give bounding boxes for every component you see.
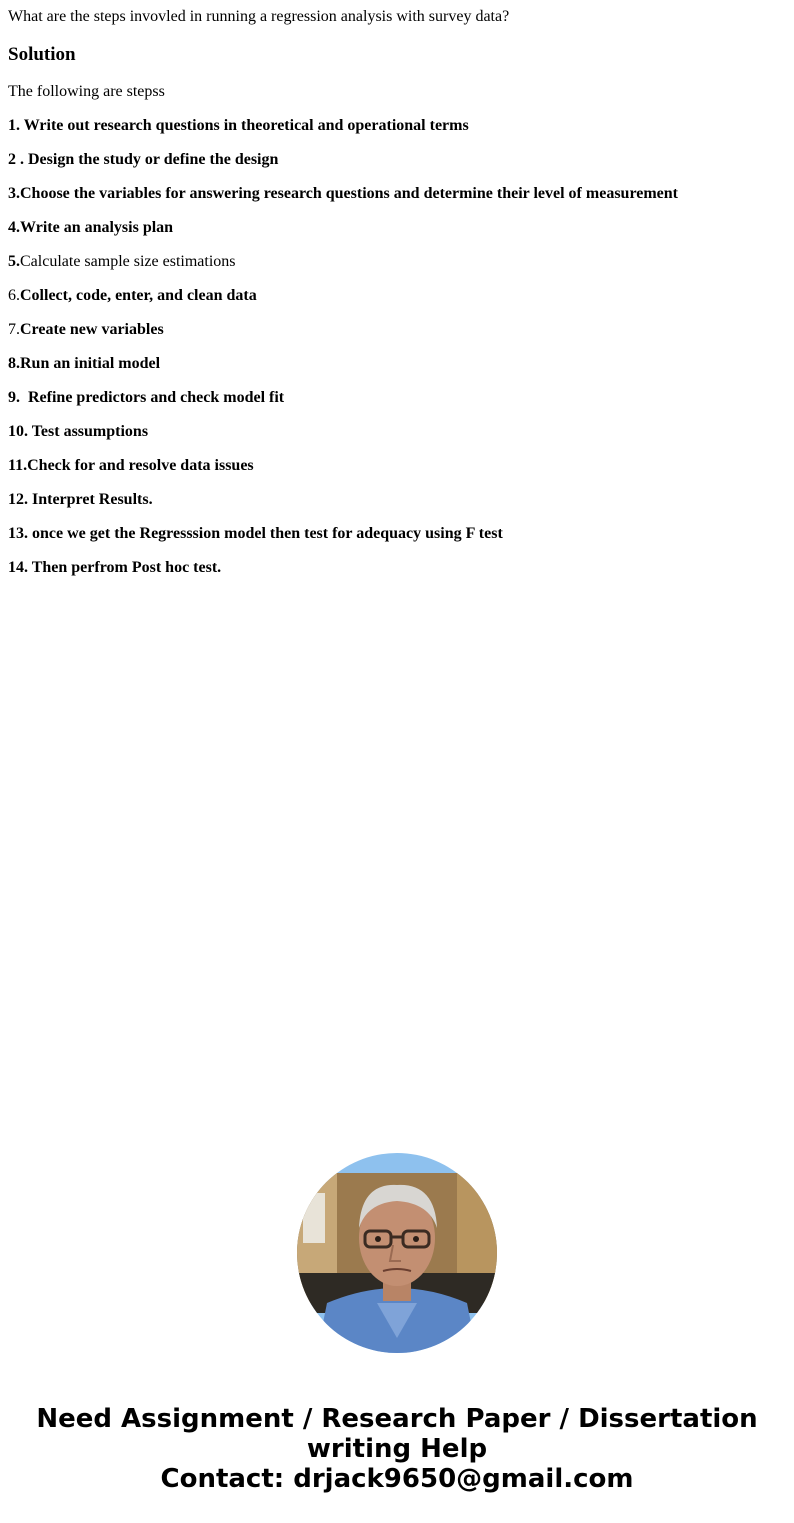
step-item — [8, 286, 786, 305]
step-number: 11. — [8, 457, 28, 474]
step-item — [8, 116, 786, 135]
step-number: 7. — [8, 321, 20, 338]
step-number: 12. — [8, 491, 28, 508]
step-item — [8, 490, 786, 509]
step-item — [8, 354, 786, 373]
step-item — [8, 184, 786, 203]
step-text: Create new variables — [20, 321, 164, 338]
step-text: Test assumptions — [28, 423, 149, 440]
intro-text: The following are stepss — [8, 83, 165, 100]
step-text: Check for and resolve data issues — [27, 457, 254, 474]
step-text: Calculate sample size estimations — [20, 253, 236, 270]
step-text: Interpret Results. — [28, 491, 153, 508]
step-item — [8, 150, 786, 169]
promo-contact-line: Contact: drjack9650@gmail.com — [160, 1464, 634, 1494]
step-item — [8, 252, 786, 271]
step-text: Write out research questions in theoretical and operational terms — [20, 117, 469, 134]
step-number: 6. — [8, 287, 20, 304]
step-number: 8. — [8, 355, 20, 372]
promo-line-2: writing Help — [306, 1434, 488, 1464]
step-number: 9. — [8, 389, 20, 406]
question-text: What are the steps invovled in running a regression analysis with survey data? — [8, 8, 510, 25]
step-item — [8, 422, 786, 441]
step-item — [8, 388, 786, 407]
promo-banner — [0, 1404, 794, 1494]
solution-heading: Solution — [8, 44, 76, 65]
step-item — [8, 456, 786, 475]
step-number: 13. — [8, 525, 28, 542]
step-text: Collect, code, enter, and clean data — [20, 287, 257, 304]
step-number: 4. — [8, 219, 20, 236]
step-number: 2 . — [8, 151, 24, 168]
step-item — [8, 320, 786, 339]
step-text: Choose the variables for answering research questions and determine their level of measurement — [20, 185, 679, 202]
step-item — [8, 218, 786, 237]
step-text: Then perfrom Post hoc test. — [28, 559, 222, 576]
step-text: once we get the Regresssion model then test for adequacy using F test — [28, 525, 503, 542]
step-text: Write an analysis plan — [20, 219, 174, 236]
step-item — [8, 558, 786, 577]
step-text: Run an initial model — [20, 355, 161, 372]
step-text: Refine predictors and check model fit — [20, 389, 285, 406]
author-avatar — [297, 1153, 497, 1353]
step-number: 14. — [8, 559, 28, 576]
step-number: 1. — [8, 117, 20, 134]
promo-line-1: Need Assignment / Research Paper / Dissertation — [36, 1404, 758, 1434]
step-text: Design the study or define the design — [24, 151, 279, 168]
step-number: 5. — [8, 253, 20, 270]
document-content — [8, 0, 786, 577]
avatar-portrait-image — [297, 1153, 497, 1353]
step-number: 10. — [8, 423, 28, 440]
step-item — [8, 524, 786, 543]
step-number: 3. — [8, 185, 20, 202]
